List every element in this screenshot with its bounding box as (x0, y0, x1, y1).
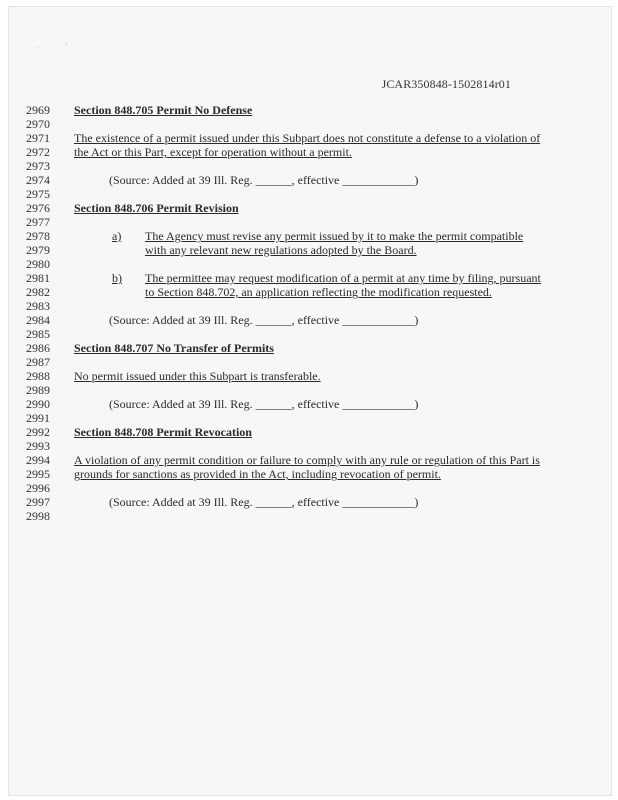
section-heading: Section 848.707 No Transfer of Permits (74, 341, 274, 355)
section-heading: Section 848.705 Permit No Defense (74, 103, 253, 117)
line-number: 2981 (26, 271, 50, 285)
list-item-text: The permittee may request modification of a permit at any time by filing, pursuant (145, 271, 541, 285)
line-row (9, 272, 609, 285)
line-number: 2974 (26, 173, 50, 187)
line-number: 2978 (26, 229, 50, 243)
line-row (9, 160, 609, 173)
line-row (9, 384, 609, 397)
line-row (9, 244, 609, 257)
line-number: 2997 (26, 495, 50, 509)
line-row (9, 328, 609, 341)
line-number: 2996 (26, 481, 50, 495)
source-note: (Source: Added at 39 Ill. Reg. ______, effective ____________) (109, 173, 419, 187)
line-row (9, 146, 609, 159)
line-number: 2988 (26, 369, 50, 383)
line-row (9, 300, 609, 313)
paragraph-text: the Act or this Part, except for operation without a permit. (74, 145, 352, 159)
line-row (9, 132, 609, 145)
list-marker: b) (112, 271, 122, 285)
line-number: 2976 (26, 201, 50, 215)
line-number: 2982 (26, 285, 50, 299)
speck: . (37, 41, 39, 50)
line-row (9, 216, 609, 229)
source-note: (Source: Added at 39 Ill. Reg. ______, effective ____________) (109, 495, 419, 509)
line-row (9, 202, 609, 215)
line-number: 2995 (26, 467, 50, 481)
document-page (8, 6, 612, 796)
line-number: 2985 (26, 327, 50, 341)
line-number: 2992 (26, 425, 50, 439)
section-heading: Section 848.708 Permit Revocation (74, 425, 252, 439)
document-id: JCAR350848-1502814r01 (381, 77, 511, 91)
line-number: 2991 (26, 411, 50, 425)
line-row (9, 496, 609, 509)
line-number: 2973 (26, 159, 50, 173)
line-number: 2970 (26, 117, 50, 131)
line-number: 2993 (26, 439, 50, 453)
line-number: 2972 (26, 145, 50, 159)
line-number: 2987 (26, 355, 50, 369)
line-row (9, 510, 609, 523)
line-number: 2975 (26, 187, 50, 201)
line-number: 2984 (26, 313, 50, 327)
line-number: 2977 (26, 215, 50, 229)
speck: ’ (65, 41, 68, 50)
line-number: 2994 (26, 453, 50, 467)
line-number: 2980 (26, 257, 50, 271)
line-row (9, 356, 609, 369)
line-number: 2990 (26, 397, 50, 411)
source-note: (Source: Added at 39 Ill. Reg. ______, effective ____________) (109, 313, 419, 327)
line-row (9, 118, 609, 131)
list-marker: a) (112, 229, 122, 243)
line-row (9, 174, 609, 187)
line-number: 2983 (26, 299, 50, 313)
list-item-text: with any relevant new regulations adopted by the Board. (145, 243, 417, 257)
paragraph-text: The existence of a permit issued under this Subpart does not constitute a defense to a violation of (74, 131, 541, 145)
line-number: 2969 (26, 103, 50, 117)
line-row (9, 286, 609, 299)
line-row (9, 258, 609, 271)
paragraph-text: A violation of any permit condition or failure to comply with any rule or regulation of this Part is (74, 453, 540, 467)
paragraph-text: No permit issued under this Subpart is transferable. (74, 369, 321, 383)
line-row (9, 412, 609, 425)
list-item-text: to Section 848.702, an application reflecting the modification requested. (145, 285, 492, 299)
line-row (9, 482, 609, 495)
line-row (9, 454, 609, 467)
line-row (9, 468, 609, 481)
scan-specks (37, 41, 94, 50)
paragraph-text: grounds for sanctions as provided in the Act, including revocation of permit. (74, 467, 441, 481)
line-row (9, 342, 609, 355)
line-number: 2979 (26, 243, 50, 257)
line-number: 2986 (26, 341, 50, 355)
line-row (9, 398, 609, 411)
source-note: (Source: Added at 39 Ill. Reg. ______, effective ____________) (109, 397, 419, 411)
line-row (9, 104, 609, 117)
section-heading: Section 848.706 Permit Revision (74, 201, 239, 215)
line-row (9, 426, 609, 439)
line-number: 2989 (26, 383, 50, 397)
line-row (9, 314, 609, 327)
list-item-text: The Agency must revise any permit issued by it to make the permit compatible (145, 229, 524, 243)
line-row (9, 230, 609, 243)
line-number: 2998 (26, 509, 50, 523)
line-number: 2971 (26, 131, 50, 145)
line-row (9, 440, 609, 453)
line-row (9, 370, 609, 383)
line-row (9, 188, 609, 201)
